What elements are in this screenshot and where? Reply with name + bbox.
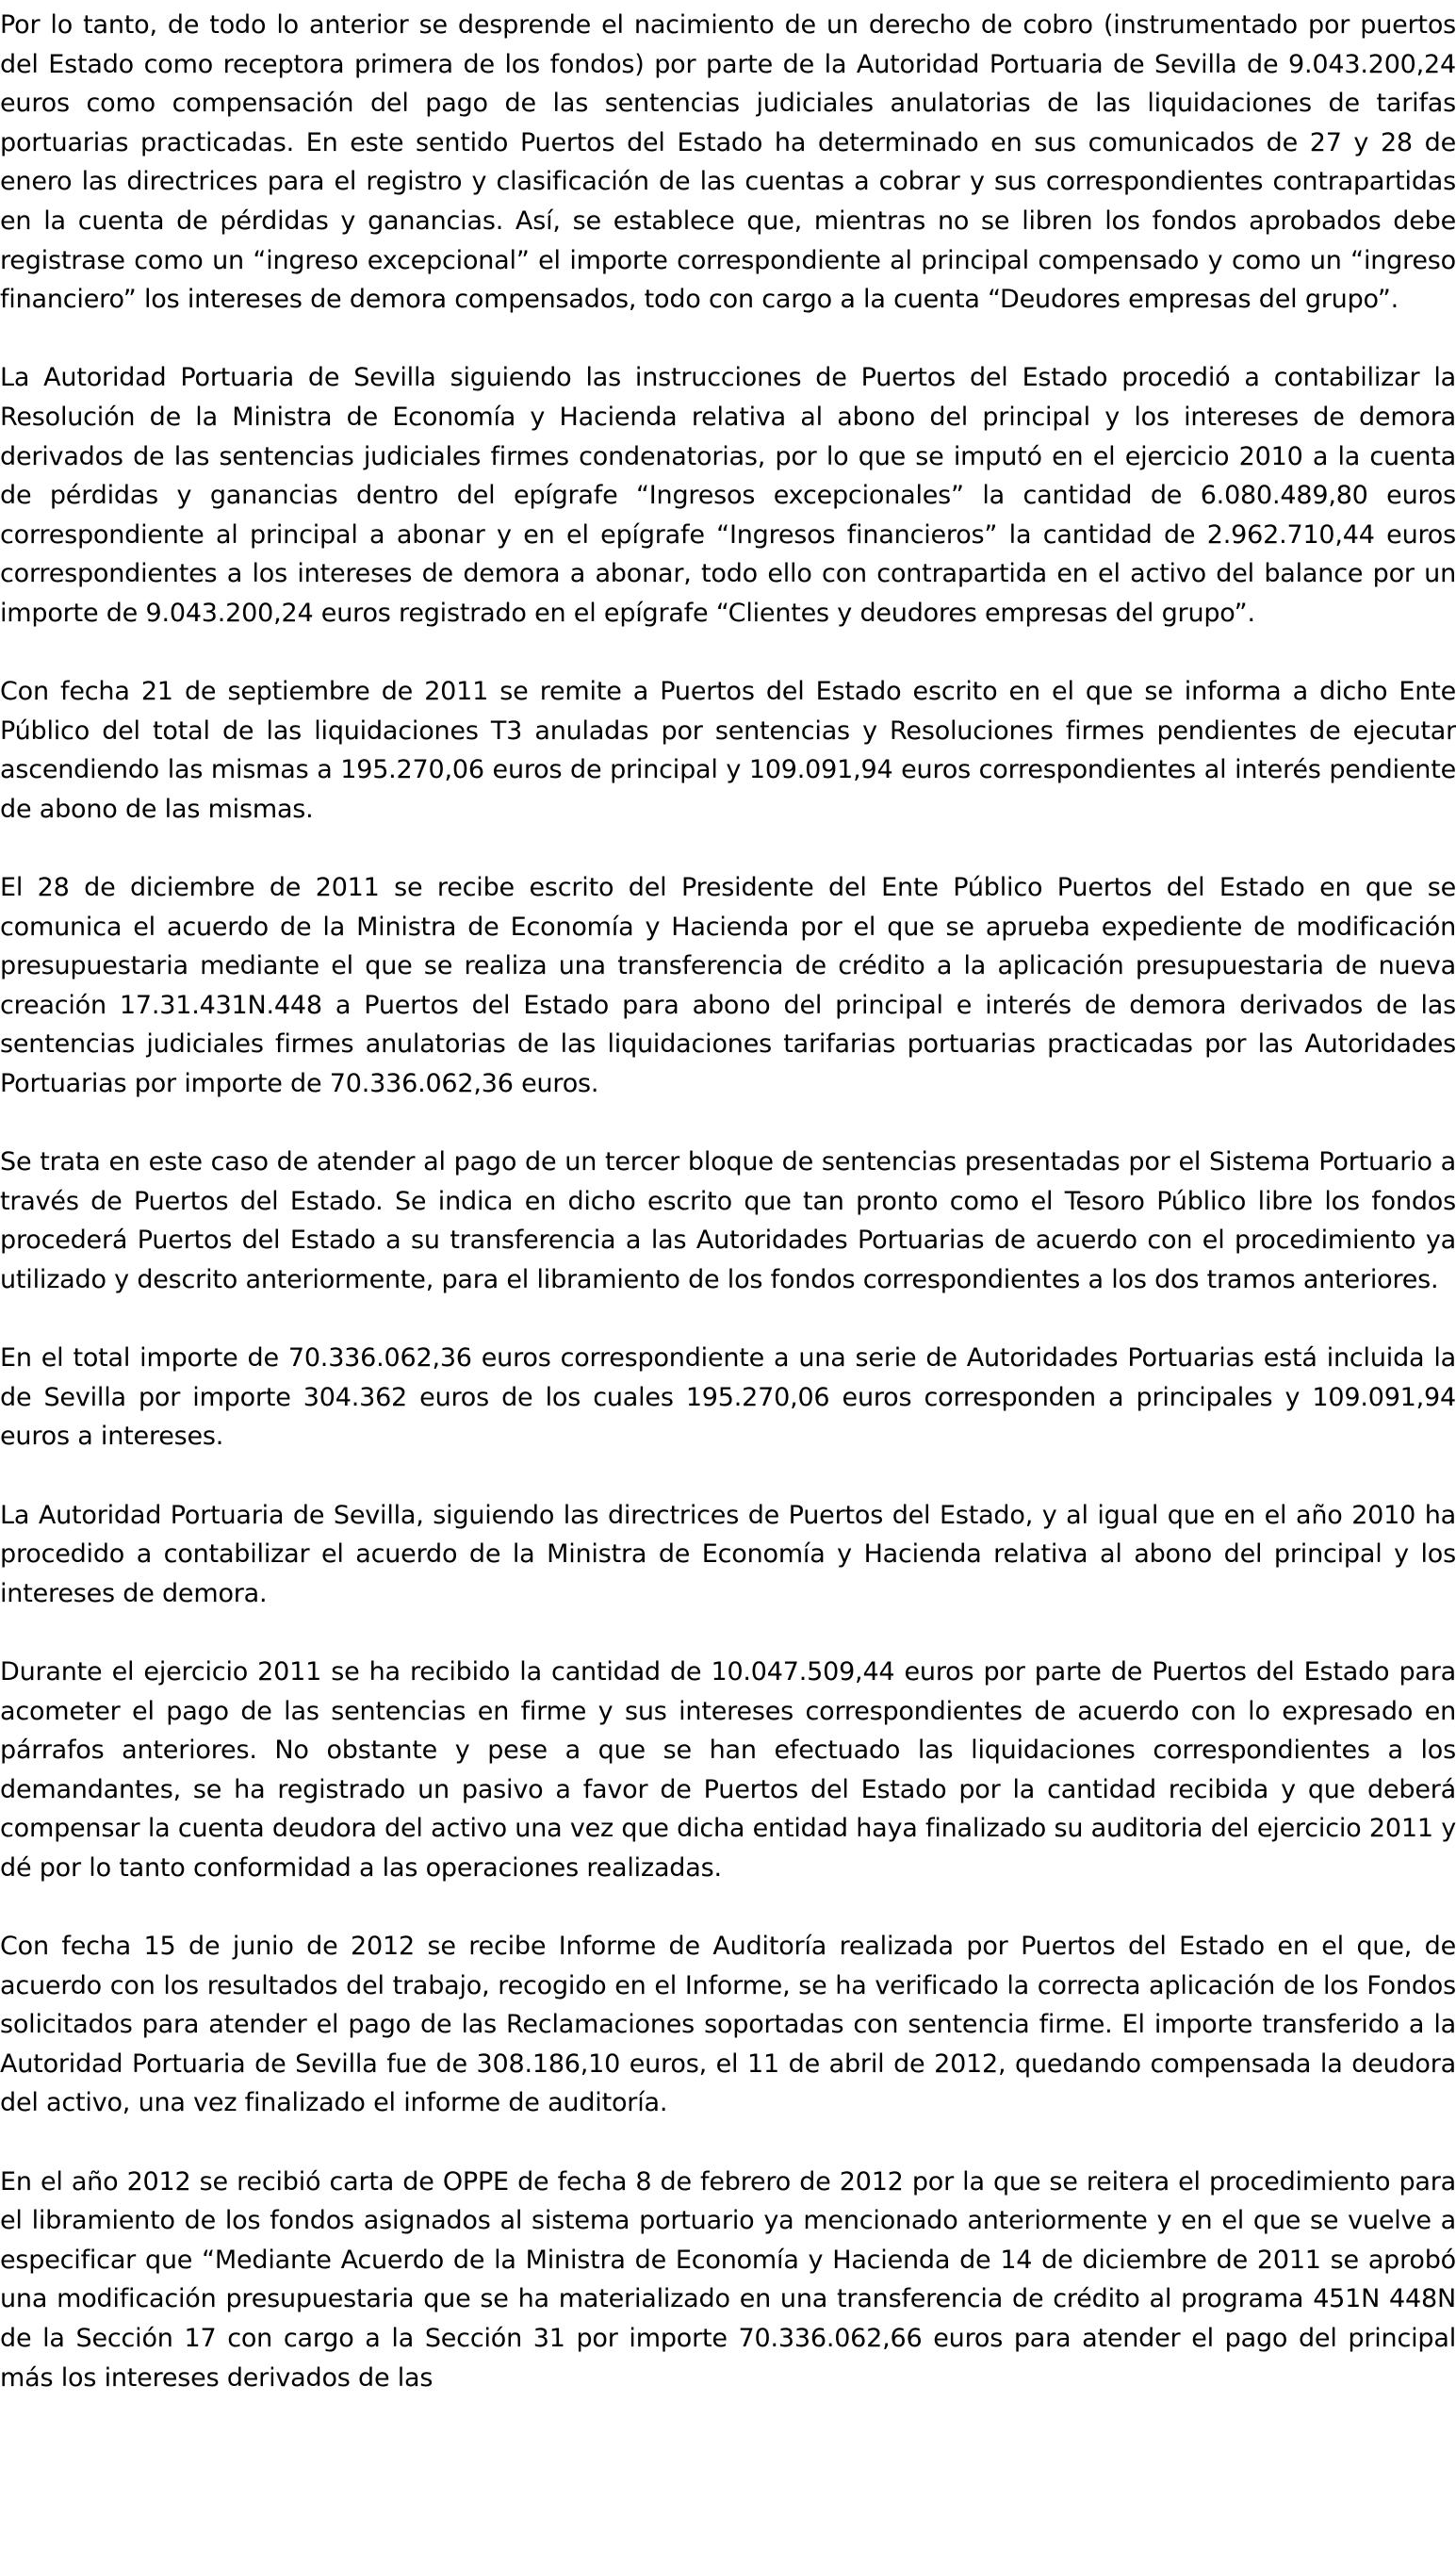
paragraph-2: La Autoridad Portuaria de Sevilla siguiendo las instrucciones de Puertos del Estado procedió a contabilizar la Resolución de la Ministra de Economía y Hacienda relativa al abono del principal y los intereses de demora derivados de las sentencias judiciales firmes condenatorias, por lo que se imputó en el ejercicio 2010 a la cuenta de pérdidas y ganancias dentro del epígrafe “Ingresos excepcionales” la cantidad de 6.080.489,80 euros correspondiente al principal a abonar y en el epígrafe “Ingresos financieros” la cantidad de 2.962.710,44 euros correspondientes a los intereses de demora a abonar, todo ello con contrapartida en el activo del balance por un importe de 9.043.200,24 euros registrado en el epígrafe “Clientes y deudores empresas del grupo”. xyxy=(0,363,1456,628)
paragraph-6: En el total importe de 70.336.062,36 euros correspondiente a una serie de Autoridades Portuarias está incluida la de Sevilla por importe 304.362 euros de los cuales 195.270,06 euros corresponden a principales y 109.091,94 euros a intereses. xyxy=(0,1343,1456,1452)
paragraph-8: Durante el ejercicio 2011 se ha recibido la cantidad de 10.047.509,44 euros por parte de Puertos del Estado para acometer el pago de las sentencias en firme y sus intereses correspondientes de acuerdo con lo expresado en párrafos anteriores. No obstante y pese a que se han efectuado las liquidaciones correspondientes a los demandantes, se ha registrado un pasivo a favor de Puertos del Estado por la cantidad recibida y que deberá compensar la cuenta deudora del activo una vez que dicha entidad haya finalizado su auditoria del ejercicio 2011 y dé por lo tanto conformidad a las operaciones realizadas. xyxy=(0,1656,1456,1883)
paragraph-9: Con fecha 15 de junio de 2012 se recibe Informe de Auditoría realizada por Puertos del Estado en el que, de acuerdo con los resultados del trabajo, recogido en el Informe, se ha verificado la correcta aplicación de los Fondos solicitados para atender el pago de las Reclamaciones soportadas con sentencia firme. El importe transferido a la Autoridad Portuaria de Sevilla fue de 308.186,10 euros, el 11 de abril de 2012, quedando compensada la deudora del activo, una vez finalizado el informe de auditoría. xyxy=(0,1932,1456,2118)
paragraph-10: En el año 2012 se recibió carta de OPPE de fecha 8 de febrero de 2012 por la que se reitera el procedimiento para el libramiento de los fondos asignados al sistema portuario ya mencionado anteriormente y en el que se vuelve a especificar que “Mediante Acuerdo de la Ministra de Economía y Hacienda de 14 de diciembre de 2011 se aprobó una modificación presupuestaria que se ha materializado en una transferencia de crédito al programa 451N 448N de la Sección 17 con cargo a la Sección 31 por importe 70.336.062,66 euros para atender el pago del principal más los intereses derivados de las xyxy=(0,2166,1456,2393)
paragraph-5: Se trata en este caso de atender al pago de un tercer bloque de sentencias presentadas por el Sistema Portuario a través de Puertos del Estado. Se indica en dicho escrito que tan pronto como el Tesoro Público libre los fondos procederá Puertos del Estado a su transferencia a las Autoridades Portuarias de acuerdo con el procedimiento ya utilizado y descrito anteriormente, para el libramiento de los fondos correspondientes a los dos tramos anteriores. xyxy=(0,1147,1456,1294)
paragraph-1: Por lo tanto, de todo lo anterior se desprende el nacimiento de un derecho de cobro (instrumentado por puertos del Estado como receptora primera de los fondos) por parte de la Autoridad Portuaria de Sevilla de 9.043.200,24 euros como compensación del pago de las sentencias judiciales anulatorias de las liquidaciones de tarifas portuarias practicadas. En este sentido Puertos del Estado ha determinado en sus comunicados de 27 y 28 de enero las directrices para el registro y clasificación de las cuentas a cobrar y sus correspondientes contrapartidas en la cuenta de pérdidas y ganancias. Así, se establece que, mientras no se libren los fondos aprobados debe registrase como un “ingreso excepcional” el importe correspondiente al principal compensado y como un “ingreso financiero” los intereses de demora compensados, todo con cargo a la cuenta “Deudores empresas del grupo”. xyxy=(0,10,1456,315)
paragraph-3: Con fecha 21 de septiembre de 2011 se remite a Puertos del Estado escrito en el que se informa a dicho Ente Público del total de las liquidaciones T3 anuladas por sentencias y Resoluciones firmes pendientes de ejecutar ascendiendo las mismas a 195.270,06 euros de principal y 109.091,94 euros correspondientes al interés pendiente de abono de las mismas. xyxy=(0,677,1456,824)
paragraph-7: La Autoridad Portuaria de Sevilla, siguiendo las directrices de Puertos del Estado, y al igual que en el año 2010 ha procedido a contabilizar el acuerdo de la Ministra de Economía y Hacienda relativa al abono del principal y los intereses de demora. xyxy=(0,1500,1456,1608)
paragraph-4: El 28 de diciembre de 2011 se recibe escrito del Presidente del Ente Público Puertos del Estado en que se comunica el acuerdo de la Ministra de Economía y Hacienda por el que se aprueba expediente de modificación presupuestaria mediante el que se realiza una transferencia de crédito a la aplicación presupuestaria de nueva creación 17.31.431N.448 a Puertos del Estado para abono del principal e interés de demora derivados de las sentencias judiciales firmes anulatorias de las liquidaciones tarifarias portuarias practicadas por las Autoridades Portuarias por importe de 70.336.062,36 euros. xyxy=(0,873,1456,1099)
